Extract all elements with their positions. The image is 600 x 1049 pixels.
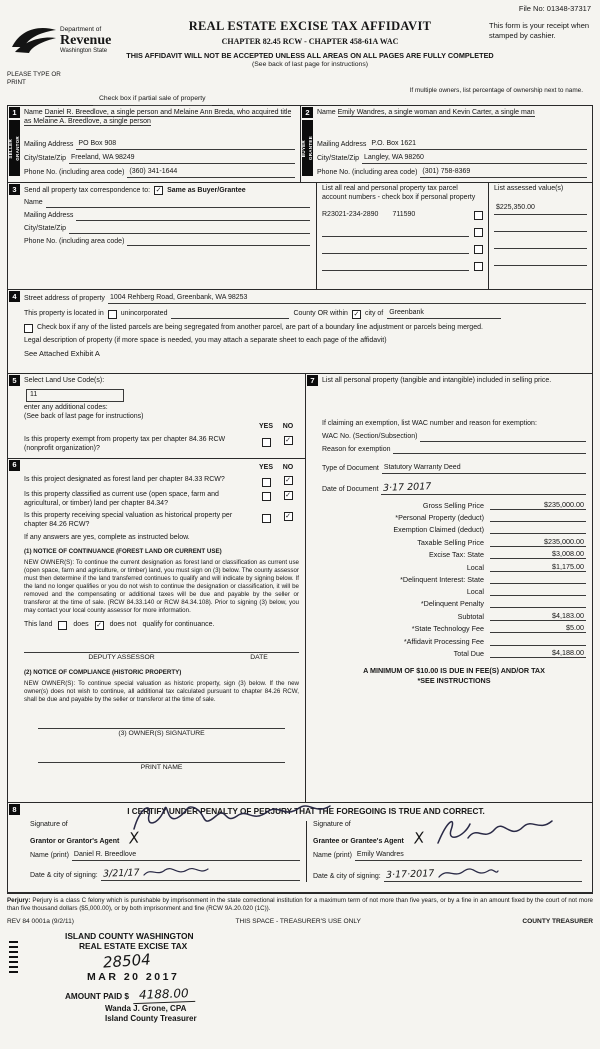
tax-row-delinq-local — [322, 587, 586, 597]
personal-property-checkbox-3 — [474, 245, 483, 254]
tax-label-delinq-local: Local — [466, 587, 484, 597]
see-instructions-note: *SEE INSTRUCTIONS — [417, 676, 491, 686]
exempt-yes-checkbox — [262, 438, 271, 447]
exemption-instruction: If claiming an exemption, list WAC number and reason for exemption: — [322, 420, 537, 428]
q3-no-checkbox — [284, 512, 293, 521]
same-as-buyer-checkbox — [154, 186, 163, 195]
section-8-badge: 8 — [9, 804, 20, 815]
does-label: does — [73, 621, 89, 629]
grantor-name-label: Name (print) — [30, 852, 69, 860]
county-or-within-label: County OR within — [293, 310, 348, 318]
corr-name-label: Name — [24, 199, 43, 207]
corr-csz-row — [24, 225, 310, 234]
corr-csz-value — [69, 233, 310, 234]
q3-no-cell — [277, 512, 299, 521]
exempt-yes-cell — [255, 436, 277, 447]
land-use-label: Select Land Use Code(s): — [24, 377, 105, 385]
buyer-mailing-row — [317, 140, 587, 150]
print-name-line: PRINT NAME — [38, 762, 285, 772]
parcel-row-3 — [322, 245, 483, 254]
personal-property-checkbox-2 — [474, 228, 483, 237]
tax-label-taxable: Taxable Selling Price — [417, 537, 484, 547]
corr-mailing-label: Mailing Address — [24, 212, 74, 220]
reason-row — [322, 446, 586, 455]
segregated-row — [24, 324, 586, 333]
q2-no-checkmark: ✓ — [285, 491, 291, 499]
logo-agency-name: Revenue — [60, 32, 112, 48]
tax-label-excise-state: Excise Tax: State — [429, 550, 484, 560]
seller-strip-word-2: GRANTOR — [15, 135, 20, 161]
corr-name-row — [24, 199, 310, 208]
footer-row — [7, 918, 593, 926]
exempt-yes-no-header — [24, 423, 299, 432]
grantor-role-label: Grantor or Grantor's Agent — [30, 838, 120, 846]
grantee-signature-of-label: Signature of — [313, 820, 351, 828]
perjury-notice — [7, 897, 593, 913]
parcel-row-2 — [322, 228, 483, 237]
tax-label-personal: *Personal Property (deduct) — [395, 513, 484, 523]
tax-value-excise-state: $3,008.00 — [490, 549, 586, 559]
segregated-label: Check box if any of the listed parcels are being segregated from another parcel, are part of a boundary line adjustment or parcels being merged. — [37, 323, 483, 331]
grantor-sig-role — [30, 821, 300, 847]
exempt-no-header: NO — [282, 423, 294, 431]
personal-property-label: List all personal property (tangible and intangible) included in selling price. — [322, 377, 552, 385]
minimum-fee-note: A MINIMUM OF $10.00 IS DUE IN FEE(S) AND/OR TAX — [363, 666, 545, 676]
file-number: File No: 01348-37317 — [518, 4, 591, 13]
stamp-receipt-number: 28504 — [102, 950, 152, 972]
corr-phone-label: Phone No. (including area code) — [24, 237, 125, 245]
tax-value-processing-fee — [490, 636, 586, 646]
personal-property-checkbox-4 — [474, 262, 483, 271]
q2-yes-cell — [255, 491, 277, 502]
tax-value-total: $4,188.00 — [490, 648, 586, 658]
tax-value-delinq-state — [490, 575, 586, 585]
corr-name-value — [46, 207, 310, 208]
buyer-name-label: Name — [317, 109, 336, 117]
tax-row-tech-fee — [322, 623, 586, 633]
tax-value-personal — [490, 513, 586, 523]
tax-label-gross: Gross Selling Price — [422, 501, 484, 510]
tax-label-tech-fee: *State Technology Fee — [411, 624, 484, 634]
seller-phone-row — [24, 168, 295, 178]
buyer-phone-value: (301) 758-8369 — [420, 168, 587, 178]
seller-name-label: Name — [24, 109, 43, 117]
seller-grantor-strip — [9, 120, 20, 176]
property-location-row — [24, 309, 586, 319]
parcel-blankline-3 — [322, 245, 469, 254]
designation-yes-header: YES — [258, 463, 273, 471]
q2-no-checkbox — [284, 491, 293, 500]
rev-form-number: REV 84 0001a (9/2/11) — [7, 917, 74, 925]
parcel-number-a: R23021-234-2890 — [322, 211, 379, 218]
deputy-assessor-label: DEPUTY ASSESSOR — [88, 654, 155, 662]
county-stamp — [65, 931, 315, 1024]
personal-property-checkbox-1 — [474, 211, 483, 220]
county-treasurer-label: COUNTY TREASURER — [522, 917, 593, 925]
q2-yes-checkbox — [262, 492, 271, 501]
grantee-sig-role — [313, 821, 582, 847]
city-checkbox — [352, 310, 361, 319]
tax-row-excise-state — [322, 549, 586, 559]
located-in-label: This property is located in — [24, 310, 104, 318]
title-block — [126, 19, 494, 69]
seller-section — [8, 106, 300, 182]
tax-value-exemption — [490, 525, 586, 535]
deputy-date-label: DATE — [250, 654, 268, 662]
legal-description-label: Legal description of property (if more space is needed, you may attach a separate sheet to each page of the affidavit) — [24, 336, 387, 344]
city-checkmark: ✓ — [353, 310, 360, 318]
form-body — [7, 105, 593, 894]
logo-dept-line: Department of — [60, 25, 102, 33]
logo-state-line: Washington State — [60, 47, 108, 54]
tax-label-excise-local: Local — [466, 562, 484, 572]
perjury-body: Perjury is a class C felony which is punishable by imprisonment in the state correctional institution for a maximum term of not more than five years, or by a fine in an amount fixed by the court of not more than five thousand dollars ($5,000.00), or by both imprisonment and fine (RCW 9A.20.020 (1C)). — [7, 897, 593, 913]
buyer-csz-label: City/State/Zip — [317, 155, 360, 163]
tax-row-processing-fee — [322, 636, 586, 646]
seller-phone-value: (360) 341-1644 — [127, 168, 295, 178]
seller-phone-label: Phone No. (including area code) — [24, 168, 125, 176]
tax-value-taxable: $235,000.00 — [490, 537, 586, 547]
segregated-checkbox — [24, 324, 33, 333]
grantee-date-value: 3·17·2017 — [385, 867, 435, 881]
acceptance-warning: THIS AFFIDAVIT WILL NOT BE ACCEPTED UNLESS ALL AREAS ON ALL PAGES ARE FULLY COMPLETED — [126, 51, 494, 60]
tax-row-taxable — [322, 537, 586, 547]
grantee-name-row — [313, 851, 582, 861]
seller-name-value: Daniel R. Breedlove, a single person and Melaine Ann Breda, who acquired title as Melaine A. Breedlove, a single person — [24, 109, 292, 126]
parcel-blankline-2 — [322, 228, 469, 237]
does-not-label: does not — [109, 621, 137, 629]
tax-row-personal — [322, 513, 586, 523]
amount-paid-value: 4188.00 — [133, 986, 195, 1004]
buyer-grantee-strip — [302, 120, 313, 176]
parcel-blankline-4 — [322, 262, 469, 271]
qualify-label: qualify for continuance. — [142, 621, 215, 629]
correspondence-left — [8, 183, 316, 289]
parcel-blank-4 — [322, 262, 469, 271]
tax-table — [322, 500, 586, 658]
wac-label: WAC No. (Section/Subsection) — [322, 432, 418, 440]
perjury-lead: Perjury: — [7, 897, 31, 905]
section-6-badge: 6 — [9, 460, 20, 471]
stamp-county-line: ISLAND COUNTY WASHINGTON — [65, 930, 194, 941]
exempt-no-cell — [277, 436, 299, 445]
doc-date-row — [322, 482, 586, 495]
street-address-row — [24, 294, 586, 304]
tax-label-delinq-state: *Delinquent Interest: State — [400, 575, 484, 585]
form-title: REAL ESTATE EXCISE TAX AFFIDAVIT — [188, 19, 432, 34]
q1-no-checkmark: ✓ — [285, 477, 291, 485]
grantor-name-value: Daniel R. Breedlove — [72, 851, 300, 861]
tax-row-gross — [322, 500, 586, 510]
additional-codes-label: enter any additional codes: — [24, 403, 108, 411]
notice-compliance-body: NEW OWNER(S): To continue special valuation as historic property, sign (3) below. If the new owner(s) does not wish to continue, all additional tax calculated pursuant to chapter 84.26 RCW, shall be due and payable by the seller or transferor at the time of sale. — [24, 679, 299, 703]
legal-description-value: See Attached Exhibit A — [24, 348, 100, 358]
unincorporated-checkbox — [108, 310, 117, 319]
assessed-values-header: List assessed value(s) — [494, 185, 564, 193]
historic-property-question-row — [24, 512, 299, 530]
city-of-label: city of — [364, 310, 384, 318]
seller-mailing-label: Mailing Address — [24, 141, 74, 149]
form-header — [7, 13, 593, 105]
multiple-owners-note: If multiple owners, list percentage of ownership next to name. — [409, 87, 583, 95]
notice-continuance-body: NEW OWNER(S): To continue the current designation as forest land or classification as current use (open space, farm and agriculture, or timber) land, you must sign on (3) below. The county assessor must then determine if the land transferred continues to qualify and will indicate by signing below. If the land no longer qualifies or you do not wish to continue the designation or classification, it will be removed and the compensating or additional taxes will be due and payable by the seller or transferor at the time of sale. (RCW 84.33.140 or RCW 84.34.108). Prior to signing (3) below, you may contact your local county assessor for more information. — [24, 558, 299, 615]
section-2-badge: 2 — [302, 107, 313, 118]
grantee-name-value: Emily Wandres — [355, 851, 582, 861]
form-chapter: CHAPTER 82.45 RCW - CHAPTER 458-61A WAC — [221, 37, 399, 46]
buyer-strip-word-2: GRANTEE — [308, 136, 313, 161]
does-not-checkmark: ✓ — [96, 622, 103, 630]
reason-label: Reason for exemption — [322, 445, 391, 453]
this-land-label: This land — [24, 621, 53, 629]
q1-yes-cell — [255, 476, 277, 487]
exempt-no-checkbox — [284, 436, 293, 445]
left-column — [8, 374, 306, 802]
q3-yes-cell — [255, 512, 277, 523]
street-address-value: 1004 Rehberg Road, Greenbank, WA 98253 — [108, 294, 586, 304]
grantor-name-row — [30, 851, 300, 861]
grantor-date-row — [30, 865, 300, 881]
signature-columns — [24, 821, 588, 882]
tax-label-subtotal: Subtotal — [457, 611, 484, 621]
assessed-blank-1 — [494, 215, 587, 232]
tax-row-excise-local — [322, 562, 586, 572]
q3-yes-checkbox — [262, 514, 271, 523]
seller-csz-label: City/State/Zip — [24, 155, 67, 163]
amount-paid-label: AMOUNT PAID $ — [65, 992, 129, 1002]
current-use-question: Is this property classified as current use (open space, farm and agricultural, or timber) land per chapter 84.34? — [24, 490, 219, 507]
tax-label-exemption: Exemption Claimed (deduct) — [393, 525, 484, 535]
buyer-strip-word-1: BUYER — [301, 139, 307, 157]
land-designation-section — [8, 459, 305, 803]
grantor-x-mark: X — [128, 828, 141, 848]
stamp-tax-line: REAL ESTATE EXCISE TAX — [79, 941, 188, 952]
seller-mailing-row — [24, 140, 295, 150]
stamp-date: MAR 20 2017 — [87, 971, 180, 984]
buyer-name-value: Emily Wandres, a single woman and Kevin Carter, a single man — [337, 109, 535, 117]
section-4-badge: 4 — [9, 291, 20, 302]
designation-yes-no-header — [24, 464, 299, 473]
grantee-signature-block — [306, 821, 588, 882]
q1-no-checkbox — [284, 476, 293, 485]
tax-label-total: Total Due — [453, 649, 484, 659]
forest-land-question-row — [24, 476, 299, 487]
corr-phone-row — [24, 238, 310, 247]
treasurer-space-label: THIS SPACE - TREASURER'S USE ONLY — [235, 917, 361, 925]
correspondence-section — [8, 183, 592, 290]
deputy-assessor-line — [24, 652, 299, 662]
certification-statement: I CERTIFY UNDER PENALTY OF PERJURY THAT THE FOREGOING IS TRUE AND CORRECT. — [127, 807, 485, 817]
owners-signature-line: (3) OWNER(S) SIGNATURE — [38, 728, 285, 738]
corr-mailing-row — [24, 212, 310, 221]
same-as-buyer-label: Same as Buyer/Grantee — [167, 186, 246, 194]
reason-value — [393, 453, 586, 454]
property-section — [8, 290, 592, 374]
wac-row — [322, 433, 586, 442]
section-1-badge: 1 — [9, 107, 20, 118]
receipt-note: This form is your receipt when stamped by cashier. — [489, 21, 590, 40]
tax-value-penalty — [490, 599, 586, 609]
buyer-csz-row — [317, 154, 587, 164]
land-use-see-back: (See back of last page for instructions) — [24, 412, 144, 420]
main-columns — [8, 374, 592, 803]
parties-row — [8, 106, 592, 183]
amount-paid-row — [65, 987, 315, 1003]
buyer-name-row — [317, 109, 587, 136]
buyer-phone-label: Phone No. (including area code) — [317, 168, 418, 176]
doc-type-label: Type of Document — [322, 465, 379, 473]
personal-property-blank-area — [322, 386, 586, 420]
seller-csz-row — [24, 154, 295, 164]
street-address-label: Street address of property — [24, 295, 105, 303]
see-back-note: (See back of last page for instructions) — [252, 61, 368, 69]
parcel-row-4 — [322, 262, 483, 271]
corr-mailing-value — [76, 220, 310, 221]
tax-row-delinq-state — [322, 575, 586, 585]
does-checkbox — [58, 621, 67, 630]
city-name-value: Greenbank — [387, 309, 501, 319]
q2-no-cell — [277, 491, 299, 500]
exempt-question-text: Is this property exempt from property tax per chapter 84.36 RCW (nonprofit organization)? — [24, 436, 226, 452]
buyer-mailing-label: Mailing Address — [317, 141, 367, 149]
buyer-mailing-value: P.O. Box 1621 — [369, 140, 587, 150]
same-as-buyer-checkmark: ✓ — [155, 187, 162, 195]
grantee-x-mark: X — [412, 828, 426, 848]
grantor-date-label: Date & city of signing: — [30, 871, 98, 879]
doc-type-row — [322, 464, 586, 474]
doc-type-value: Statutory Warranty Deed — [382, 464, 586, 474]
stamp-barcode-marks — [9, 941, 18, 975]
parcel-row-1 — [322, 211, 483, 220]
tax-row-penalty — [322, 599, 586, 609]
tax-row-subtotal — [322, 611, 586, 621]
partial-sale-label: Check box if partial sale of property — [93, 95, 212, 105]
notice-continuance-title: (1) NOTICE OF CONTINUANCE (FOREST LAND OR CURRENT USE) — [24, 547, 222, 555]
land-use-section — [8, 374, 305, 458]
section-7-badge: 7 — [307, 375, 318, 386]
seller-strip-word-1: SELLER — [8, 138, 14, 159]
tax-value-excise-local: $1,175.00 — [490, 562, 586, 572]
historic-property-question: Is this property receiving special valuation as historical property per chapter 84.26 RCW? — [24, 512, 233, 529]
assessed-blank-2 — [494, 232, 587, 249]
q3-no-checkmark: ✓ — [285, 513, 291, 521]
section-5-badge: 5 — [9, 375, 20, 386]
parcel-blank-2 — [322, 228, 469, 237]
county-blankline — [171, 310, 289, 319]
corr-csz-label: City/State/Zip — [24, 224, 67, 232]
doc-date-label: Date of Document — [322, 486, 379, 494]
continuance-qualify-row — [24, 621, 299, 630]
seller-mailing-value: PO Box 908 — [76, 140, 295, 150]
notice-compliance-title: (2) NOTICE OF COMPLIANCE (HISTORIC PROPERTY) — [24, 668, 182, 676]
parcel-numbers-header: List all real and personal property tax parcel account numbers - check box if personal property — [322, 185, 476, 202]
parcel-blank-3 — [322, 245, 469, 254]
exempt-question-row — [24, 436, 299, 454]
personal-property-section — [306, 374, 592, 802]
grantor-city-scribble — [141, 865, 211, 879]
wac-value — [420, 441, 586, 442]
buyer-csz-value: Langley, WA 98260 — [362, 154, 587, 164]
certification-section — [8, 803, 592, 893]
send-correspondence-label: Send all property tax correspondence to: — [24, 186, 151, 194]
unincorporated-label: unincorporated — [120, 310, 168, 318]
tax-value-gross: $235,000.00 — [490, 500, 586, 510]
tax-value-subtotal: $4,183.00 — [490, 611, 586, 621]
logo-swoosh-icon — [11, 23, 57, 57]
tax-label-penalty: *Delinquent Penalty — [420, 599, 484, 609]
tax-row-total — [322, 648, 586, 658]
parcel-number-b: 711590 — [392, 211, 416, 218]
forest-land-question: Is this project designated as forest land per chapter 84.33 RCW? — [24, 476, 225, 484]
tax-label-processing-fee: *Affidavit Processing Fee — [403, 636, 484, 646]
q1-no-cell — [277, 476, 299, 485]
grantor-signature-of-label: Signature of — [30, 820, 68, 828]
exempt-yes-header: YES — [258, 423, 273, 431]
grantee-city-scribble — [436, 865, 500, 881]
assessed-blank-3 — [494, 249, 587, 266]
treasurer-name: Wanda J. Grone, CPA — [105, 1003, 187, 1013]
section-3-badge: 3 — [9, 184, 20, 195]
treasurer-title: Island County Treasurer — [105, 1013, 197, 1023]
land-use-code-box: 11 — [26, 389, 124, 402]
does-not-checkbox — [95, 621, 104, 630]
current-use-question-row — [24, 491, 299, 509]
seller-csz-value: Freeland, WA 98249 — [69, 154, 295, 164]
assessed-value: $225,350.00 — [494, 204, 587, 215]
logo-text — [60, 26, 111, 56]
grantee-date-row — [313, 865, 582, 882]
buyer-phone-row — [317, 168, 587, 178]
buyer-section — [300, 106, 592, 182]
exempt-no-checkmark: ✓ — [285, 437, 291, 445]
tax-row-exemption — [322, 525, 586, 535]
designation-no-header: NO — [282, 463, 294, 471]
grantee-name-label: Name (print) — [313, 852, 352, 860]
tax-value-tech-fee: $5.00 — [490, 623, 586, 633]
tax-value-delinq-local — [490, 587, 586, 597]
treasurer-stamp-area — [7, 931, 593, 1049]
type-or-print-label: PLEASE TYPE OR PRINT — [7, 71, 61, 87]
grantor-signature-block — [24, 821, 306, 882]
parcel-numbers-panel — [316, 183, 488, 289]
send-correspondence-row — [24, 186, 310, 195]
corr-phone-value — [127, 245, 310, 246]
grantor-date-value: 3/21/17 — [102, 867, 140, 880]
assessed-values-panel — [488, 183, 592, 289]
q1-yes-checkbox — [262, 478, 271, 487]
doc-date-value: 3·17 2017 — [383, 481, 432, 494]
if-yes-instruction: If any answers are yes, complete as instructed below. — [24, 533, 190, 541]
grantee-date-label: Date & city of signing: — [313, 873, 381, 881]
parcel-values — [322, 211, 469, 220]
seller-name-row — [24, 109, 295, 136]
grantee-role-label: Grantee or Grantee's Agent — [313, 838, 404, 846]
